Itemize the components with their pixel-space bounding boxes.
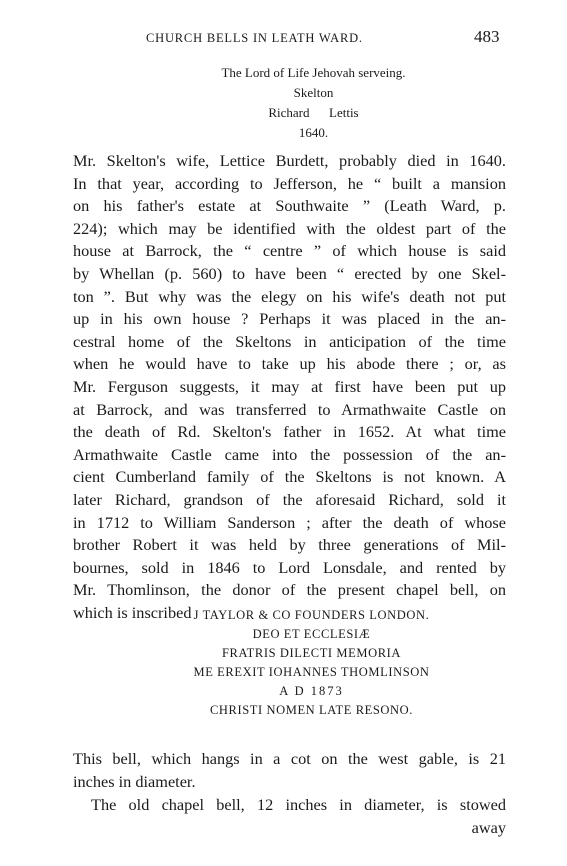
text-line: cient Cumberland family of the Skeltons is not known. A xyxy=(73,467,506,487)
bell-inscription xyxy=(28,606,567,720)
text-line: at Barrock, and was transferred to Armathwaite Castle on xyxy=(73,399,506,419)
inscription-line: DEO ET ECCLESIÆ xyxy=(252,627,371,641)
text-line: brother Robert it was held by three generations of Mil- xyxy=(73,535,506,555)
old-bell-paragraph xyxy=(73,794,506,839)
text-line: inches in diameter. xyxy=(73,771,196,791)
text-line: in 1712 to William Sanderson ; after the death of whose xyxy=(73,512,506,532)
text-line: In that year, according to Jefferson, he “ built a mansion xyxy=(73,173,506,193)
inscription-line: Richard Lettis xyxy=(268,105,359,120)
text-line: later Richard, grandson of the aforesaid Richard, sold it xyxy=(73,489,506,509)
text-line: Mr. Thomlinson, the donor of the present chapel bell, on xyxy=(73,580,506,600)
text-line: bournes, sold in 1846 to Lord Lonsdale, and rented by xyxy=(73,557,506,577)
text-line: Armathwaite Castle came into the possession of the an- xyxy=(73,444,506,464)
main-paragraph xyxy=(73,150,506,624)
text-line: Mr. Ferguson suggests, it may at first have been put up xyxy=(73,376,506,396)
running-head: CHURCH BELLS IN LEATH WARD. xyxy=(146,31,363,45)
inscription-line: ME EREXIT IOHANNES THOMLINSON xyxy=(193,665,430,679)
text-line: ton ”. But why was the elegy on his wife's death not put xyxy=(73,286,506,306)
bell-description-paragraph xyxy=(73,748,506,793)
inscription-line: A D 1873 xyxy=(279,684,344,698)
catchword: away xyxy=(471,817,506,837)
text-line: up in his own house ? Perhaps it was placed in the an- xyxy=(73,309,506,329)
text-line: by Whellan (p. 560) to have been “ erected by one Skel- xyxy=(73,263,506,283)
text-line: The old chapel bell, 12 inches in diameter, is stowed xyxy=(91,795,506,814)
text-line: on his father's estate at Southwaite ” (Leath Ward, p. xyxy=(73,196,506,216)
inscription-line: J TAYLOR & CO FOUNDERS LONDON. xyxy=(193,608,430,622)
page-number: 483 xyxy=(474,27,500,46)
text-line: house at Barrock, the “ centre ” of which house is said xyxy=(73,241,506,261)
inscription-line: The Lord of Life Jehovah serveing. xyxy=(221,65,406,80)
text-line: which is inscribed xyxy=(73,602,192,622)
text-line: This bell, which hangs in a cot on the west gable, is 21 xyxy=(73,749,506,768)
inscription-line: Skelton xyxy=(293,85,334,100)
text-line: 224); which may be identified with the oldest part of the xyxy=(73,218,506,238)
text-line: when he would have to take up his abode there ; or, as xyxy=(73,354,506,374)
text-line: cestral home of the Skeltons in anticipation of the time xyxy=(73,331,506,351)
elegy-inscription xyxy=(30,63,567,143)
inscription-line: 1640. xyxy=(298,125,329,140)
text-line: Mr. Skelton's wife, Lettice Burdett, probably died in 1640. xyxy=(73,151,506,170)
inscription-line: CHRISTI NOMEN LATE RESONO. xyxy=(209,703,414,717)
inscription-line: FRATRIS DILECTI MEMORIA xyxy=(221,646,402,660)
text-line: the death of Rd. Skelton's father in 1652. At what time xyxy=(73,422,506,442)
